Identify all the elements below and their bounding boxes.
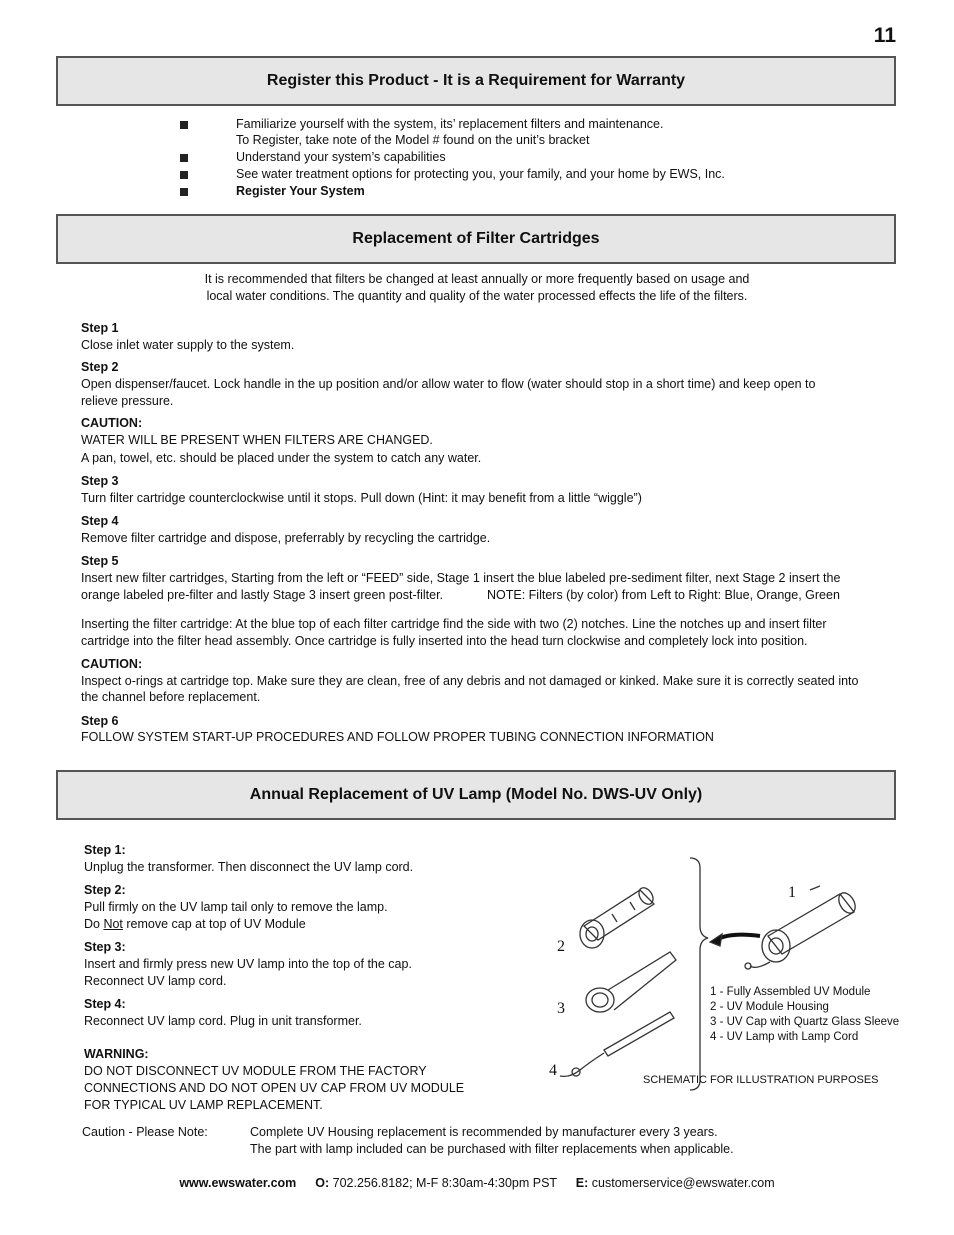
register-item-1-line-1: Familiarize yourself with the system, its’ replacement filters and maintenance. — [236, 117, 664, 131]
uv-schematic-illustration — [520, 850, 900, 1100]
step5-line-2: orange labeled pre-filter and lastly Stage 3 insert green post-filter. — [81, 588, 444, 602]
uv-caution-line-2: The part with lamp included can be purchased with filter replacements when applicable. — [250, 1142, 734, 1156]
footer-website[interactable]: www.ewswater.com — [179, 1176, 297, 1190]
uv-step2-line-2-underlined: Not — [103, 917, 123, 931]
uv-lamp-drawing — [560, 1012, 674, 1076]
filters-intro-line-1: It is recommended that filters be changed at least annually or more frequently based on usage and — [204, 272, 750, 286]
uv-assembled-module-drawing — [745, 886, 859, 969]
footer-email[interactable]: customerservice@ewswater.com — [591, 1176, 775, 1190]
step5-label: Step 5 — [81, 554, 119, 568]
step5-note: NOTE: Filters (by color) from Left to Right: Blue, Orange, Green — [487, 588, 840, 602]
uv-caution-line-1: Complete UV Housing replacement is recommended by manufacturer every 3 years. — [250, 1125, 718, 1139]
register-item-2: Understand your system’s capabilities — [236, 150, 446, 164]
caution2-line-2: the channel before replacement. — [81, 690, 261, 704]
footer — [0, 1175, 954, 1192]
step3-text: Turn filter cartridge counterclockwise until it stops. Pull down (Hint: it may benefit from a little “wiggle”) — [81, 491, 642, 505]
uv-step2-line-1: Pull firmly on the UV lamp tail only to remove the lamp. — [84, 900, 388, 914]
step1-text: Close inlet water supply to the system. — [81, 338, 295, 352]
register-item-1-line-2: To Register, take note of the Model # found on the unit’s bracket — [236, 133, 590, 147]
bullet-icon — [180, 171, 188, 179]
footer-phone-label: O: — [315, 1176, 330, 1190]
callout-1: 1 — [788, 884, 796, 901]
inserting-line-2: cartridge into the filter head assembly. Once cartridge is fully inserted into the head turn clockwise and completely lock into position. — [81, 634, 808, 648]
bullet-icon — [180, 121, 188, 129]
callout-3: 3 — [557, 1000, 565, 1017]
warning-line-1: DO NOT DISCONNECT UV MODULE FROM THE FACTORY — [84, 1064, 427, 1078]
arrow-shaft — [716, 935, 760, 940]
legend-item-4: 4 - UV Lamp with Lamp Cord — [710, 1031, 859, 1043]
uv-step2-label: Step 2: — [84, 883, 126, 897]
step1-label: Step 1 — [81, 321, 119, 335]
step3-label: Step 3 — [81, 474, 119, 488]
legend-item-3: 3 - UV Cap with Quartz Glass Sleeve — [710, 1016, 900, 1028]
step2-line-2: relieve pressure. — [81, 394, 174, 408]
uv-step1-text: Unplug the transformer. Then disconnect the UV lamp cord. — [84, 860, 414, 874]
step6-label: Step 6 — [81, 714, 119, 728]
schematic-note: SCHEMATIC FOR ILLUSTRATION PURPOSES — [643, 1074, 879, 1086]
footer-phone: 702.256.8182; M-F 8:30am-4:30pm PST — [332, 1176, 557, 1190]
caution1-line-2: A pan, towel, etc. should be placed under the system to catch any water. — [81, 451, 482, 465]
uv-step2-line-2 — [84, 916, 306, 933]
uv-header — [56, 770, 896, 820]
uv-step4-text: Reconnect UV lamp cord. Plug in unit transformer. — [84, 1014, 362, 1028]
page-number: 11 — [873, 24, 896, 47]
uv-step2-line-2-pre: Do — [84, 917, 104, 931]
step6-text: FOLLOW SYSTEM START-UP PROCEDURES AND FOLLOW PROPER TUBING CONNECTION INFORMATION — [81, 730, 714, 744]
uv-step2-line-2-post: remove cap at top of UV Module — [122, 917, 306, 931]
bullet-icon — [180, 188, 188, 196]
warning-line-3: FOR TYPICAL UV LAMP REPLACEMENT. — [84, 1098, 323, 1112]
step5-line-1: Insert new filter cartridges, Starting from the left or “FEED” side, Stage 1 insert the blue labeled pre-sediment filter, next Stage 2 insert the — [81, 571, 841, 585]
inserting-line-1: Inserting the filter cartridge: At the blue top of each filter cartridge find the side with two (2) notches. Line the notches up and insert filter — [81, 617, 827, 631]
caution1-line-1: WATER WILL BE PRESENT WHEN FILTERS ARE CHANGED. — [81, 433, 433, 447]
callout-2: 2 — [557, 938, 565, 955]
uv-step3-label: Step 3: — [84, 940, 126, 954]
uv-step3-line-1: Insert and firmly press new UV lamp into the top of the cap. — [84, 957, 412, 971]
filters-title: Replacement of Filter Cartridges — [352, 230, 600, 247]
uv-housing-drawing — [580, 885, 656, 948]
uv-cap-drawing — [586, 952, 676, 1012]
uv-step1-label: Step 1: — [84, 843, 126, 857]
register-item-3: See water treatment options for protecting you, your family, and your home by EWS, Inc. — [236, 167, 725, 181]
caution2-label: CAUTION: — [81, 657, 143, 671]
step2-label: Step 2 — [81, 360, 119, 374]
register-item-4: Register Your System — [236, 184, 365, 198]
caution1-label: CAUTION: — [81, 416, 143, 430]
caution2-line-1: Inspect o-rings at cartridge top. Make sure they are clean, free of any debris and not damaged or kinked. Make sure it is correctly seated into — [81, 674, 859, 688]
warning-label: WARNING: — [84, 1047, 149, 1061]
uv-step3-line-2: Reconnect UV lamp cord. — [84, 974, 227, 988]
uv-caution-label: Caution - Please Note: — [82, 1125, 208, 1139]
legend-item-1: 1 - Fully Assembled UV Module — [710, 986, 871, 998]
bracket-line — [690, 858, 708, 1090]
register-header — [56, 56, 896, 106]
step4-text: Remove filter cartridge and dispose, preferrably by recycling the cartridge. — [81, 531, 491, 545]
uv-step4-label: Step 4: — [84, 997, 126, 1011]
filters-header — [56, 214, 896, 264]
register-title: Register this Product - It is a Requirement for Warranty — [266, 72, 686, 89]
callout-4: 4 — [549, 1062, 557, 1079]
step4-label: Step 4 — [81, 514, 119, 528]
bullet-icon — [180, 154, 188, 162]
uv-title: Annual Replacement of UV Lamp (Model No. DWS-UV Only) — [249, 786, 703, 803]
arrow-head-icon — [710, 934, 722, 946]
footer-email-label: E: — [575, 1176, 589, 1190]
step2-line-1: Open dispenser/faucet. Lock handle in the up position and/or allow water to flow (water should stop in a short time) and keep open to — [81, 377, 816, 391]
legend-item-2: 2 - UV Module Housing — [710, 1001, 829, 1013]
warning-line-2: CONNECTIONS AND DO NOT OPEN UV CAP FROM UV MODULE — [84, 1081, 465, 1095]
filters-intro-line-2: local water conditions. The quantity and quality of the water processed effects the life of the filters. — [206, 289, 748, 303]
